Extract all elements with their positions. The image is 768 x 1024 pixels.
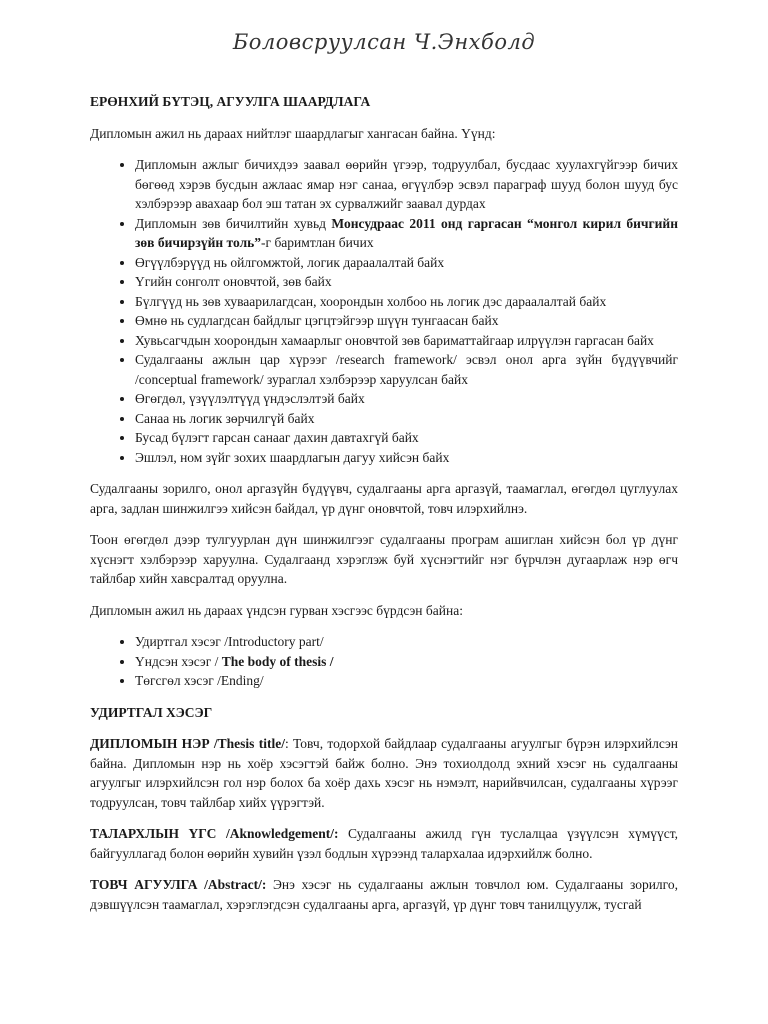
list-item: • Бүлгүүд нь зөв хуваарилагдсан, хоорондын холбоо нь логик дэс дараалалтай байх — [135, 292, 678, 312]
paragraph-text: : Товч, тодорхой байдлаар судалгааны агуулгыг бүрэн илэрхийлсэн байна. Дипломын нэр нь хоёр хэсэгтэй байж болно. Энэ тохиолдолд эхний хэсэг нь судалгааны агуулгыг илэрхийлсэн гол нэр болох ба хоёр дахь хэсэг нь нэмэлт, нарийвчилсан, судалгааны хүрээг тодруулсан, товч тайлбар хийх үүрэгтэй. — [90, 736, 679, 810]
part-label: Үндсэн хэсэг / — [135, 653, 222, 669]
list-item-part — [135, 671, 678, 691]
list-item: • Судалгааны ажлын цар хүрээг /research framework/ эсвэл онол арга зүйн бүдүүвчийг /conceptual framework/ зураглал хэлбэрээр харуулсан байх — [135, 350, 678, 389]
list-item: • Бусад бүлэгт гарсан санааг дахин давтахгүй байх — [135, 428, 678, 448]
section-heading-introduction: УДИРТГАЛ ХЭСЭГ — [90, 704, 213, 720]
section-heading-general: ЕРӨНХИЙ БҮТЭЦ, АГУУЛГА ШААРДЛАГА — [90, 94, 371, 109]
list-item: • Дипломын ажлыг бичихдээ заавал өөрийн үгээр, тодруулбал, бусдаас хуулахгүйгээр бичих бөгөөд хэрэв бусдын ажлаас ямар нэг санаа, өгүүлбэр эсвэл параграф шууд болон шууд бус хэлбэрээр авахаар бол эш татан эх сурвалжийг заавал дурдах — [135, 155, 678, 214]
paragraph-acknowledgement — [90, 824, 678, 863]
paragraph-thesis-title — [90, 734, 678, 812]
list-item-spelling — [135, 214, 678, 253]
paragraph-text: Энэ хэсэг нь судалгааны ажлын товчлол юм. Судалгааны зорилго, дэвшүүлсэн таамаглал, хэрэглэгдсэн судалгааны арга, аргазүй, үр дүнг товч танилцуулж, тусгай — [90, 877, 678, 912]
list-item: • Эшлэл, ном зүйг зохих шаардлагын дагуу хийсэн байх — [135, 448, 678, 468]
part-label: Удиртгал хэсэг /Introductory part/ — [135, 634, 324, 649]
list-item-part — [135, 652, 678, 672]
list-item: • Өгүүлбэрүүд нь ойлгомжтой, логик дараалалтай байх — [135, 253, 678, 273]
paragraph-structure-intro: Дипломын ажил нь дараах үндсэн гурван хэсгээс бүрдсэн байна: — [90, 602, 463, 618]
part-label-bold: The body of thesis / — [221, 653, 334, 669]
list-item: • Санаа нь логик зөрчилгүй байх — [135, 409, 678, 429]
requirements-list — [90, 155, 678, 467]
paragraph-research-goal: Судалгааны зорилго, онол аргазүйн бүдүүвч, судалгааны арга аргазүй, таамаглал, өгөгдөл цуглуулах арга, задлан шинжилгээ хийсэн байдал, үр дүнг оновчтой, товч илэрхийлнэ. — [90, 481, 678, 516]
paragraph-text: Судалгааны ажилд гүн туслалцаа үзүүлсэн хүмүүст, байгууллагад болон өөрийн хувийн үзэл бодлын хүрээнд талархалаа идэрхийлж болно. — [90, 826, 678, 861]
paragraph-abstract — [90, 875, 678, 914]
term-thesis-title: ДИПЛОМЫН НЭР /Thesis title/ — [90, 736, 285, 751]
document-body — [90, 92, 678, 926]
list-item-text: -г баримтлан бичих — [261, 235, 374, 250]
dictionary-reference: Монсудраас 2011 онд гаргасан “монгол кирил бичгийн зөв бичирзүйн толь” — [135, 215, 678, 250]
list-item-part — [135, 632, 678, 652]
term-acknowledgement: ТАЛАРХЛЫН ҮГС /Aknowledgement/: — [90, 826, 339, 841]
list-item: • Үгийн сонголт оновчтой, зөв байх — [135, 272, 678, 292]
list-item-text: Дипломын зөв бичилтийн хувьд — [135, 215, 332, 231]
term-abstract: ТОВЧ АГУУЛГА /Abstract/: — [90, 877, 267, 892]
paragraph-data-analysis: Тоон өгөгдөл дээр тулгуурлан дүн шинжилгээг судалгааны програм ашиглан хийсэн бол үр дүнг хүснэгт хэлбэрээр харуулна. Судалгаанд хэрэглэж буй хүснэгтийг нэг бүрчлэн дугаарлаж нэр өгч тайлбар хийн хавсралтад оруулна. — [90, 532, 678, 586]
thesis-parts-list — [90, 632, 678, 691]
list-item: • Өгөгдөл, үзүүлэлтүүд үндэслэлтэй байх — [135, 389, 678, 409]
list-item: • Хувьсагчдын хоорондын хамаарлыг оновчтой зөв бариматтайгаар илрүүлэн гаргасан байх — [135, 331, 678, 351]
author-signature: Боловсруулсан Ч.Энхболд — [232, 30, 536, 54]
list-item: • Өмнө нь судлагдсан байдлыг цэгцтэйгээр шүүн тунгаасан байх — [135, 311, 678, 331]
intro-paragraph: Дипломын ажил нь дараах нийтлэг шаардлагыг хангасан байна. Үүнд: — [90, 125, 496, 141]
part-label: Төгсгөл хэсэг /Ending/ — [135, 673, 264, 688]
